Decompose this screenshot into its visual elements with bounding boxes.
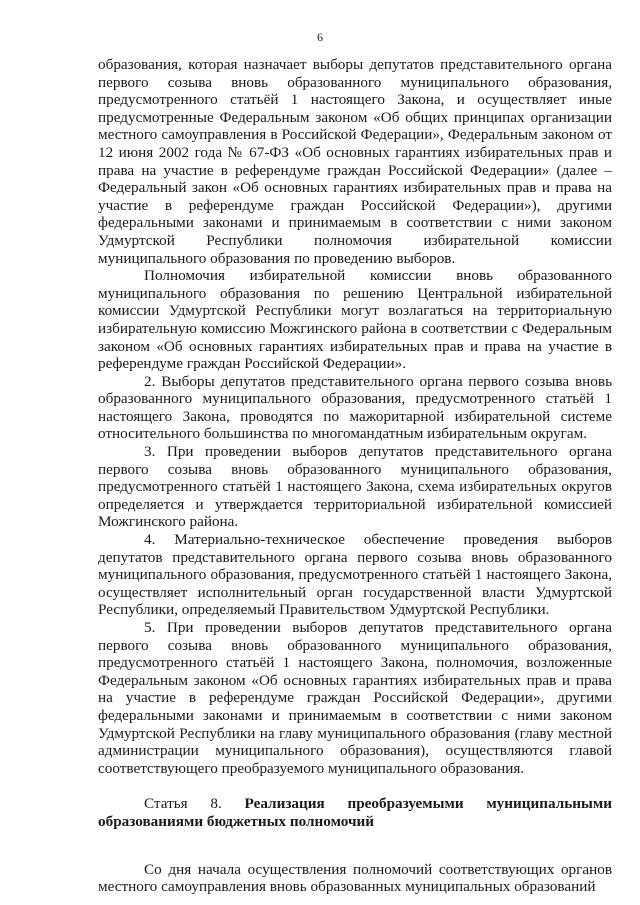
page-number: 6 <box>317 30 323 44</box>
paragraph-article-8: Со дня начала осуществления полномочий соответствующих органов местного самоуправления вновь образованных муниципальных образований <box>98 860 612 896</box>
paragraph-item-5: 5. При проведении выборов депутатов представительного органа первого созыва вновь образованного муниципального образования, предусмотренного статьёй 1 настоящего Закона, полномочия, возложенные Федеральным законом «Об основных гарантиях избирательных прав и права на участие в референдуме граждан Российской Федерации», другими федеральными законами и принимаемым в соответствии с ними законом Удмуртской Республики на главу муниципального образования (главу местной администрации муниципального образования), осуществляются главой соответствующего преобразуемого муниципального образования. <box>98 619 612 777</box>
paragraph-item-4: 4. Материально-техническое обеспечение проведения выборов депутатов представительного органа первого созыва вновь образованного муниципального образования, предусмотренного статьёй 1 настоящего Закона, осуществляет исполнительный орган государственной власти Удмуртской Республики, определяемый Правительством Удмуртской Республики. <box>98 531 612 619</box>
document-body <box>98 56 612 896</box>
paragraph-item-3: 3. При проведении выборов депутатов представительного органа первого созыва вновь образованного муниципального образования, предусмотренного статьёй 1 настоящего Закона, схема избирательных округов определяется и утверждается территориальной избирательной комиссией Можгинского района. <box>98 443 612 531</box>
paragraph-powers: Полномочия избирательной комиссии вновь образованного муниципального образования по решению Центральной избирательной комиссии Удмуртской Республики могут возлагаться на территориальную избирательную комиссию Можгинского района в соответствии с Федеральным законом «Об основных гарантиях избирательных прав и права на участие в референдуме граждан Российской Федерации». <box>98 267 612 373</box>
paragraph-continuation: образования, которая назначает выборы депутатов представительного органа первого созыва вновь образованного муниципального образования, предусмотренного статьёй 1 настоящего Закона, и осуществляет иные предусмотренные Федеральным законом «Об общих принципах организации местного самоуправления в Российской Федерации», Федеральным законом от 12 июня 2002 года № 67-ФЗ «Об основных гарантиях избирательных прав и права на участие в референдуме граждан Российской Федерации» (далее – Федеральный закон «Об основных гарантиях избирательных прав и права на участие в референдуме граждан Российской Федерации»), другими федеральными законами и принимаемым в соответствии с ними законом Удмуртской Республики полномочия избирательной комиссии муниципального образования по проведению выборов. <box>98 56 612 267</box>
article-number: Статья 8. <box>144 795 222 813</box>
article-title: Реализация преобразуемыми муниципальными образованиями бюджетных полномочий <box>98 795 612 830</box>
paragraph-item-2: 2. Выборы депутатов представительного органа первого созыва вновь образованного муниципального образования, предусмотренного статьёй 1 настоящего Закона, проводятся по мажоритарной избирательной системе относительного большинства по многомандатным избирательным округам. <box>98 372 612 443</box>
article-heading <box>98 795 612 830</box>
